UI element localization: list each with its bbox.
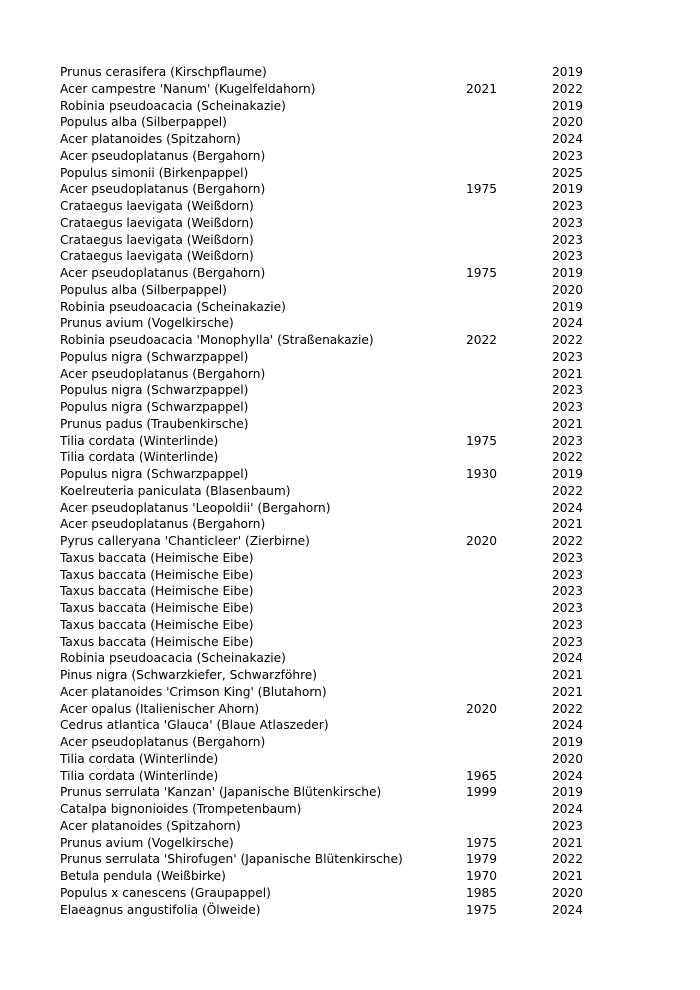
tree-name: Cedrus atlantica 'Glauca' (Blaue Atlaszeder) <box>60 718 329 733</box>
record-year: 2023 <box>552 249 584 264</box>
record-year: 2023 <box>552 199 584 213</box>
tree-name: Prunus serrulata 'Kanzan' (Japanische Blütenkirsche) <box>60 785 382 800</box>
table-row <box>60 483 620 500</box>
table-row <box>60 64 620 81</box>
planting-year: 2020 <box>466 534 498 548</box>
table-row <box>60 751 620 768</box>
tree-name: Acer opalus (Italienischer Ahorn) <box>60 701 260 716</box>
planting-year: 1975 <box>466 902 498 917</box>
record-year: 2022 <box>552 701 584 716</box>
record-year: 2022 <box>552 81 584 96</box>
table-row <box>60 382 620 399</box>
table-row <box>60 299 620 316</box>
tree-name: Tilia cordata (Winterlinde) <box>60 433 219 448</box>
planting-year: 2022 <box>466 333 498 347</box>
tree-name: Acer pseudoplatanus (Bergahorn) <box>60 517 266 532</box>
table-row <box>60 433 620 450</box>
table-row <box>60 232 620 249</box>
record-year: 2023 <box>552 567 584 582</box>
tree-name: Populus nigra (Schwarzpappel) <box>60 383 249 398</box>
record-year: 2024 <box>552 500 584 515</box>
table-row <box>60 768 620 785</box>
tree-name: Prunus serrulata 'Shirofugen' (Japanische Blütenkirsche) <box>60 852 403 867</box>
tree-name: Taxus baccata (Heimische Eibe) <box>60 550 254 565</box>
tree-name: Acer pseudoplatanus (Bergahorn) <box>60 148 266 163</box>
planting-year: 1975 <box>466 182 498 197</box>
table-row <box>60 533 620 550</box>
tree-name: Acer campestre 'Nanum' (Kugelfeldahorn) <box>60 81 316 96</box>
tree-name: Catalpa bignonioides (Trompetenbaum) <box>60 802 302 816</box>
table-row <box>60 717 620 734</box>
record-year: 2022 <box>552 333 584 347</box>
table-row <box>60 734 620 751</box>
table-row <box>60 449 620 466</box>
tree-name: Taxus baccata (Heimische Eibe) <box>60 601 254 615</box>
table-row <box>60 349 620 366</box>
record-year: 2019 <box>552 182 584 197</box>
record-year: 2023 <box>552 601 584 615</box>
table-row <box>60 366 620 383</box>
record-year: 2024 <box>552 651 584 666</box>
tree-name: Prunus avium (Vogelkirsche) <box>60 316 234 331</box>
record-year: 2024 <box>552 802 584 816</box>
planting-year: 1930 <box>466 467 498 481</box>
tree-name: Tilia cordata (Winterlinde) <box>60 768 219 783</box>
record-year: 2019 <box>552 785 584 800</box>
record-year: 2025 <box>552 165 584 180</box>
planting-year: 1975 <box>466 433 498 448</box>
planting-year: 1985 <box>466 885 498 900</box>
record-year: 2024 <box>552 902 584 917</box>
table-row <box>60 399 620 416</box>
record-year: 2024 <box>552 768 584 783</box>
table-row <box>60 868 620 885</box>
planting-year: 1965 <box>466 768 498 783</box>
table-row <box>60 282 620 299</box>
record-year: 2020 <box>552 282 584 297</box>
tree-name: Taxus baccata (Heimische Eibe) <box>60 584 254 599</box>
table-row <box>60 583 620 600</box>
record-year: 2024 <box>552 132 584 146</box>
table-row <box>60 667 620 684</box>
table-row <box>60 148 620 165</box>
table-row <box>60 567 620 584</box>
table-row <box>60 801 620 818</box>
tree-name: Pinus nigra (Schwarzkiefer, Schwarzföhre) <box>60 668 318 682</box>
planting-year: 1979 <box>466 852 498 867</box>
tree-name: Populus nigra (Schwarzpappel) <box>60 400 249 414</box>
record-year: 2019 <box>552 467 584 481</box>
table-row <box>60 315 620 332</box>
tree-name: Crataegus laevigata (Weißdorn) <box>60 199 254 213</box>
table-row <box>60 902 620 919</box>
table-row <box>60 600 620 617</box>
record-year: 2022 <box>552 450 584 465</box>
record-year: 2019 <box>552 735 584 749</box>
table-row <box>60 416 620 433</box>
table-row <box>60 885 620 902</box>
tree-name: Acer pseudoplatanus 'Leopoldii' (Bergahorn) <box>60 500 331 515</box>
record-year: 2023 <box>552 215 584 230</box>
tree-name: Prunus padus (Traubenkirsche) <box>60 416 249 431</box>
tree-name: Robinia pseudoacacia (Scheinakazie) <box>60 651 286 666</box>
record-year: 2020 <box>552 751 584 766</box>
tree-list <box>60 64 620 918</box>
tree-name: Robinia pseudoacacia (Scheinakazie) <box>60 98 286 113</box>
table-row <box>60 516 620 533</box>
tree-name: Pyrus calleryana 'Chanticleer' (Zierbirne) <box>60 534 310 548</box>
table-row <box>60 701 620 718</box>
record-year: 2022 <box>552 534 584 548</box>
tree-name: Acer platanoides (Spitzahorn) <box>60 132 241 146</box>
record-year: 2023 <box>552 148 584 163</box>
record-year: 2020 <box>552 885 584 900</box>
table-row <box>60 165 620 182</box>
tree-name: Acer pseudoplatanus (Bergahorn) <box>60 266 266 280</box>
record-year: 2021 <box>552 869 584 883</box>
tree-name: Elaeagnus angustifolia (Ölweide) <box>60 902 261 917</box>
tree-name: Populus nigra (Schwarzpappel) <box>60 349 249 364</box>
tree-name: Taxus baccata (Heimische Eibe) <box>60 617 254 632</box>
record-year: 2023 <box>552 617 584 632</box>
record-year: 2024 <box>552 718 584 733</box>
table-row <box>60 98 620 115</box>
tree-name: Acer pseudoplatanus (Bergahorn) <box>60 366 266 381</box>
table-row <box>60 500 620 517</box>
record-year: 2021 <box>552 366 584 381</box>
record-year: 2020 <box>552 115 584 130</box>
tree-name: Crataegus laevigata (Weißdorn) <box>60 249 254 264</box>
planting-year: 1975 <box>466 835 498 850</box>
tree-name: Populus x canescens (Graupappel) <box>60 885 271 900</box>
table-row <box>60 114 620 131</box>
record-year: 2021 <box>552 517 584 532</box>
record-year: 2021 <box>552 668 584 682</box>
record-year: 2023 <box>552 584 584 599</box>
table-row <box>60 332 620 349</box>
record-year: 2023 <box>552 400 584 414</box>
record-year: 2022 <box>552 852 584 867</box>
tree-name: Prunus cerasifera (Kirschpflaume) <box>60 65 267 79</box>
record-year: 2023 <box>552 634 584 649</box>
record-year: 2022 <box>552 483 584 498</box>
record-year: 2019 <box>552 299 584 314</box>
record-year: 2023 <box>552 383 584 398</box>
tree-name: Robinia pseudoacacia (Scheinakazie) <box>60 299 286 314</box>
record-year: 2023 <box>552 232 584 247</box>
tree-name: Prunus avium (Vogelkirsche) <box>60 835 234 850</box>
tree-name: Koelreuteria paniculata (Blasenbaum) <box>60 483 291 498</box>
table-row <box>60 851 620 868</box>
table-row <box>60 181 620 198</box>
tree-name: Crataegus laevigata (Weißdorn) <box>60 232 254 247</box>
planting-year: 1970 <box>466 869 498 883</box>
record-year: 2021 <box>552 684 584 699</box>
planting-year: 1975 <box>466 266 498 280</box>
tree-name: Robinia pseudoacacia 'Monophylla' (Straßenakazie) <box>60 333 374 347</box>
table-row <box>60 265 620 282</box>
tree-name: Populus nigra (Schwarzpappel) <box>60 467 249 481</box>
planting-year: 2020 <box>466 701 498 716</box>
table-row <box>60 684 620 701</box>
table-row <box>60 215 620 232</box>
record-year: 2019 <box>552 266 584 280</box>
tree-name: Populus simonii (Birkenpappel) <box>60 165 249 180</box>
tree-name: Tilia cordata (Winterlinde) <box>60 450 219 465</box>
table-row <box>60 248 620 265</box>
tree-name: Populus alba (Silberpappel) <box>60 282 227 297</box>
record-year: 2023 <box>552 433 584 448</box>
record-year: 2023 <box>552 550 584 565</box>
tree-name: Populus alba (Silberpappel) <box>60 115 227 130</box>
record-year: 2021 <box>552 835 584 850</box>
planting-year: 2021 <box>466 81 498 96</box>
table-row <box>60 818 620 835</box>
record-year: 2023 <box>552 818 584 833</box>
table-row <box>60 81 620 98</box>
table-row <box>60 634 620 651</box>
record-year: 2023 <box>552 349 584 364</box>
tree-name: Acer pseudoplatanus (Bergahorn) <box>60 735 266 749</box>
tree-name: Taxus baccata (Heimische Eibe) <box>60 634 254 649</box>
planting-year: 1999 <box>466 785 498 800</box>
table-row <box>60 466 620 483</box>
record-year: 2019 <box>552 98 584 113</box>
table-row <box>60 650 620 667</box>
table-row <box>60 835 620 852</box>
table-row <box>60 550 620 567</box>
record-year: 2021 <box>552 416 584 431</box>
tree-name: Betula pendula (Weißbirke) <box>60 869 226 883</box>
record-year: 2024 <box>552 316 584 331</box>
tree-name: Crataegus laevigata (Weißdorn) <box>60 215 254 230</box>
table-row <box>60 617 620 634</box>
table-row <box>60 131 620 148</box>
tree-name: Acer pseudoplatanus (Bergahorn) <box>60 182 266 197</box>
tree-name: Acer platanoides (Spitzahorn) <box>60 818 241 833</box>
table-row <box>60 784 620 801</box>
table-row <box>60 198 620 215</box>
tree-name: Acer platanoides 'Crimson King' (Blutahorn) <box>60 684 327 699</box>
tree-name: Taxus baccata (Heimische Eibe) <box>60 567 254 582</box>
record-year: 2019 <box>552 65 584 79</box>
tree-name: Tilia cordata (Winterlinde) <box>60 751 219 766</box>
